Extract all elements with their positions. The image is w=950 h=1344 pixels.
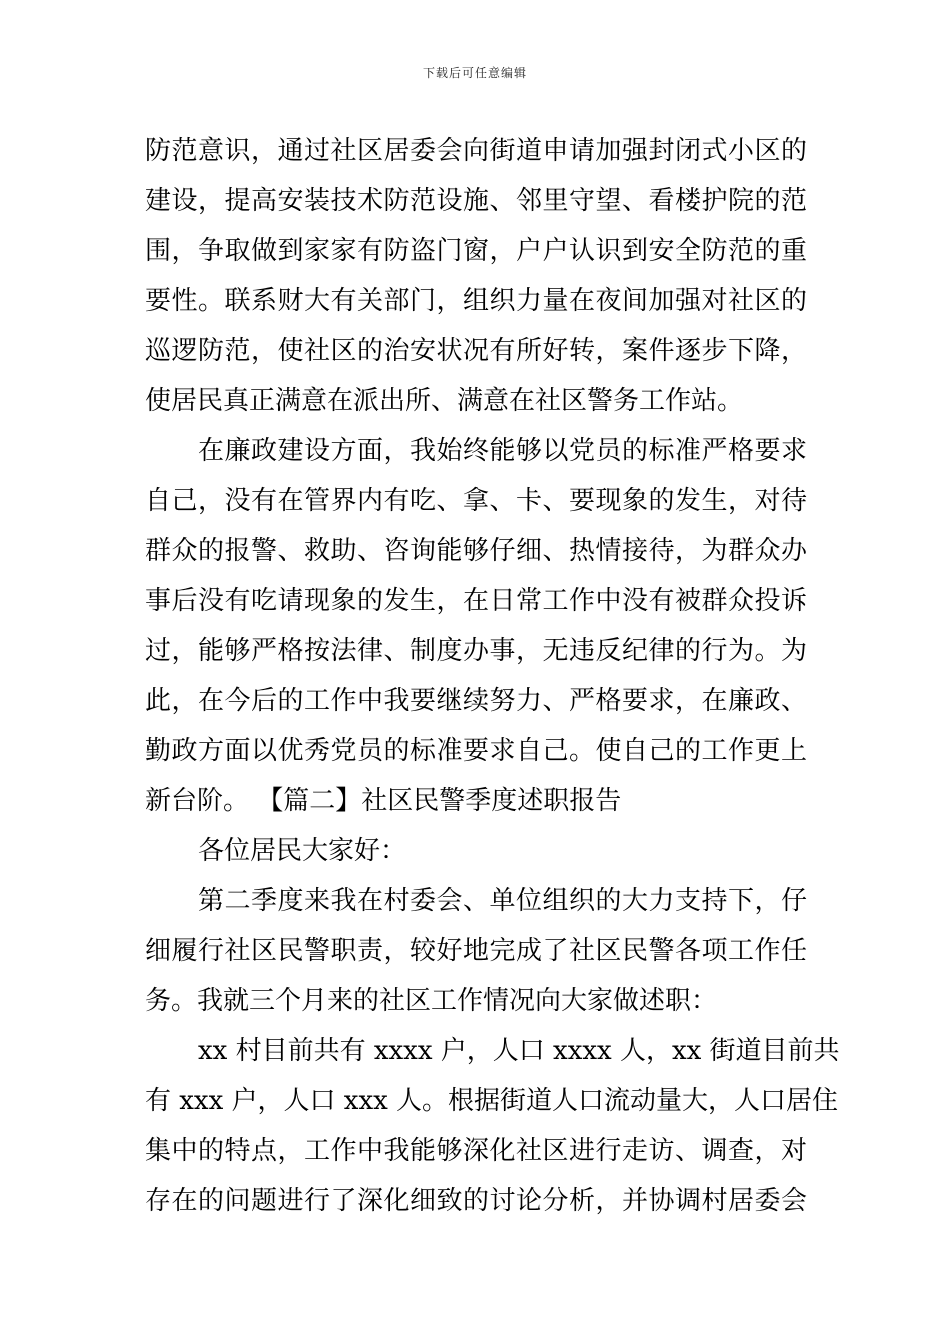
text-line: 有 xxx 户，人口 xxx 人。根据街道人口流动量大，人口居住 bbox=[145, 1086, 839, 1116]
text-line: 自己，没有在管界内有吃、拿、卡、要现象的发生，对待 bbox=[145, 486, 807, 516]
section-heading-line: 新台阶。 【篇二】社区民警季度述职报告 bbox=[145, 786, 622, 816]
text-line: 巡逻防范，使社区的治安状况有所好转，案件逐步下降， bbox=[145, 336, 807, 366]
text-line: 事后没有吃请现象的发生，在日常工作中没有被群众投诉 bbox=[145, 586, 807, 616]
text-line: 围，争取做到家家有防盗门窗，户户认识到安全防范的重 bbox=[145, 236, 807, 266]
text-line: 群众的报警、救助、咨询能够仔细、热情接待，为群众办 bbox=[145, 536, 807, 566]
paragraph-start: 在廉政建设方面，我始终能够以党员的标准严格要求 bbox=[198, 436, 807, 466]
text-line: 集中的特点，工作中我能够深化社区进行走访、调查，对 bbox=[145, 1136, 807, 1166]
text-line: 存在的问题进行了深化细致的讨论分析，并协调村居委会 bbox=[145, 1186, 807, 1216]
text-line: 建设，提高安装技术防范设施、邻里守望、看楼护院的范 bbox=[145, 186, 807, 216]
text-line: 要性。联系财大有关部门，组织力量在夜间加强对社区的 bbox=[145, 286, 807, 316]
text-line: 防范意识，通过社区居委会向街道申请加强封闭式小区的 bbox=[145, 136, 807, 166]
text-line: 勤政方面以优秀党员的标准要求自己。使自己的工作更上 bbox=[145, 736, 807, 766]
text-line: 使居民真正满意在派出所、满意在社区警务工作站。 bbox=[145, 386, 744, 416]
paragraph-start: 第二季度来我在村委会、单位组织的大力支持下，仔 bbox=[198, 886, 807, 916]
text-line: 过，能够严格按法律、制度办事，无违反纪律的行为。为 bbox=[145, 636, 807, 666]
paragraph-start: xx 村目前共有 xxxx 户，人口 xxxx 人，xx 街道目前共 bbox=[198, 1036, 840, 1066]
text-line: 务。我就三个月来的社区工作情况向大家做述职： bbox=[145, 986, 718, 1016]
greeting: 各位居民大家好： bbox=[198, 836, 407, 866]
text-line: 细履行社区民警职责，较好地完成了社区民警各项工作任 bbox=[145, 936, 807, 966]
document-body bbox=[145, 126, 840, 1226]
text-line: 此，在今后的工作中我要继续努力、严格要求，在廉政、 bbox=[145, 686, 807, 716]
page-header: 下载后可任意编辑 bbox=[422, 66, 527, 80]
